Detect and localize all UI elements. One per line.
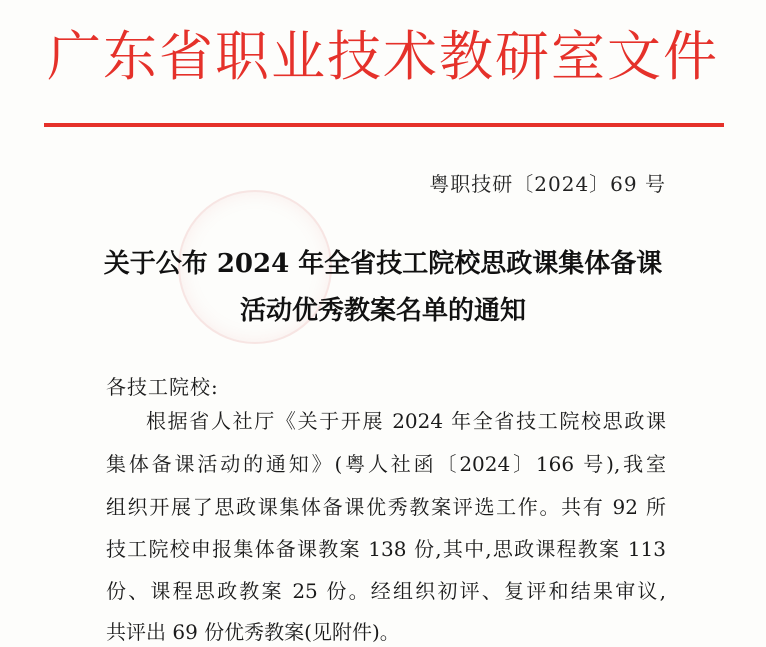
- document-number: 粤职技研〔2024〕69 号: [429, 172, 666, 196]
- body-paragraph-line: 集体备课活动的通知》(粤人社函〔2024〕166 号),我室: [106, 452, 666, 476]
- notice-title-line-1: 关于公布 2024 年全省技工院校思政课集体备课: [103, 249, 663, 279]
- header-divider-rule: [44, 123, 724, 127]
- body-paragraph-line: 组织开展了思政课集体备课优秀教案评选工作。共有 92 所: [106, 495, 666, 519]
- notice-title-line-2: 活动优秀教案名单的通知: [239, 296, 526, 326]
- body-paragraph-line: 共评出 69 份优秀教案(见附件)。: [106, 620, 400, 644]
- body-paragraph-line: 技工院校申报集体备课教案 138 份,其中,思政课程教案 113: [106, 537, 666, 561]
- body-paragraph-line: 份、课程思政教案 25 份。经组织初评、复评和结果审议,: [106, 579, 666, 603]
- issuing-authority-header: 广东省职业技术教研室文件: [47, 25, 719, 88]
- salutation: 各技工院校:: [106, 375, 219, 399]
- body-paragraph-line: 根据省人社厅《关于开展 2024 年全省技工院校思政课: [146, 409, 666, 433]
